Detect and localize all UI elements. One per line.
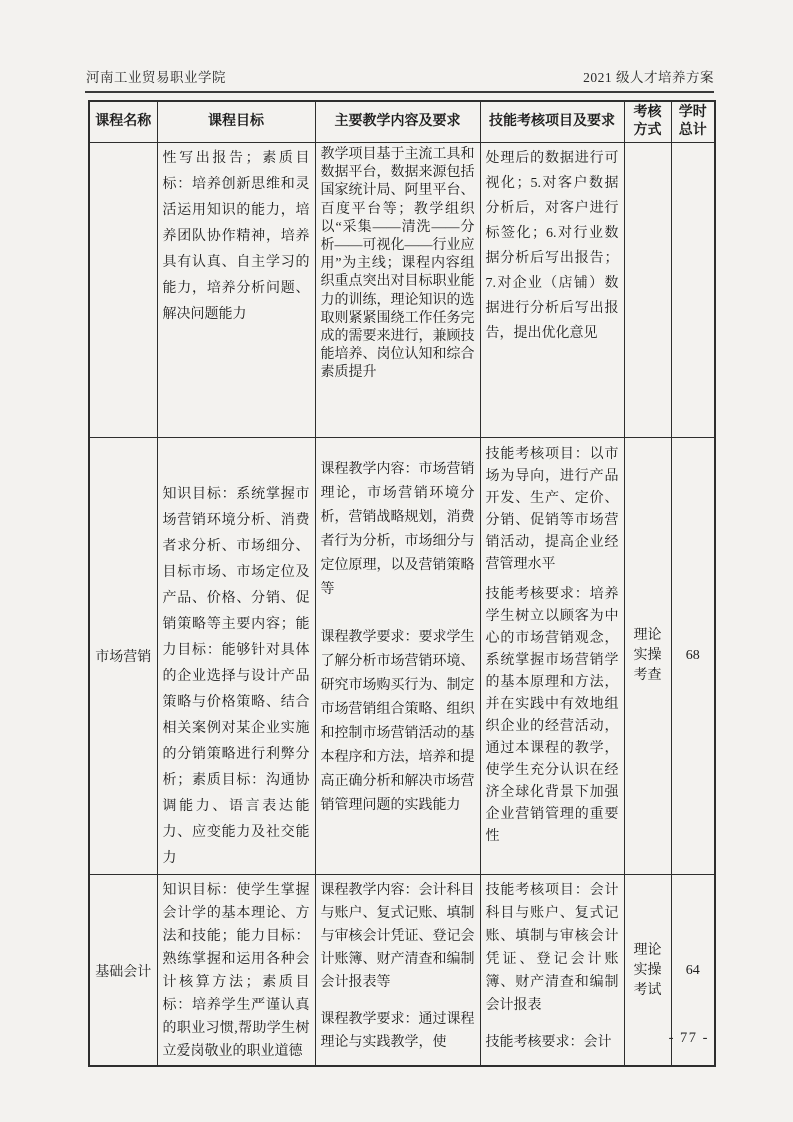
paragraph: 课程教学要求：要求学生了解分析市场营销环境、研究市场购买行为、制定市场营销组合策略、组织和控制市场营销活动的基本程序和方法，培养和提高正确分析和解决市场营销管理问题的实践能力 bbox=[320, 630, 475, 813]
table-row bbox=[89, 875, 715, 1067]
cell-course-name: 市场营销 bbox=[89, 438, 157, 875]
paragraph: 课程教学要求：通过课程理论与实践教学，使 bbox=[320, 1012, 475, 1050]
column-header-course-name: 课程名称 bbox=[89, 101, 157, 143]
column-header-method: 考核方式 bbox=[624, 101, 671, 143]
cell-method bbox=[624, 143, 671, 438]
cell-content bbox=[315, 438, 480, 875]
cell-hours: 64 bbox=[671, 875, 715, 1067]
cell-objectives bbox=[157, 143, 315, 438]
school-name: 河南工业贸易职业学院 bbox=[86, 70, 226, 85]
page-number: - 77 - bbox=[668, 1030, 709, 1046]
cell-course-name bbox=[89, 143, 157, 438]
paragraph: 课程教学内容：市场营销理论，市场营销环境分析，营销战略规划，消费者行为分析，市场细分与定位原理，以及营销策略等 bbox=[320, 462, 475, 597]
cell-hours bbox=[671, 143, 715, 438]
cell-assessment bbox=[480, 875, 624, 1067]
cell-content bbox=[315, 143, 480, 438]
cell-objectives bbox=[157, 438, 315, 875]
column-header-hours: 学时总计 bbox=[671, 101, 715, 143]
paragraph: 处理后的数据进行可视化；5.对客户数据分析后，对客户进行标签化；6.对行业数据分析后写出报告；7.对企业（店铺）数据进行分析后写出报告，提出优化意见 bbox=[485, 151, 619, 341]
cell-course-name: 基础会计 bbox=[89, 875, 157, 1067]
column-header-assessment: 技能考核项目及要求 bbox=[480, 101, 624, 143]
table-row bbox=[89, 143, 715, 438]
paragraph: 教学项目基于主流工具和数据平台，数据来源包括国家统计局、阿里平台、百度平台等；教学组织以“采集——清洗——分析——可视化——行业应用”为主线；课程内容组织重点突出对目标职业能力的训练，理论知识的选取则紧紧围绕工作任务完成的需要来进行，兼顾技能培养、岗位认知和综合素质提升 bbox=[320, 147, 475, 381]
paragraph: 知识目标：使学生掌握会计学的基本理论、方法和技能；能力目标：熟练掌握和运用各种会计核算方法；素质目标：培养学生严谨认真的职业习惯,帮助学生树立爱岗敬业的职业道德 bbox=[162, 883, 310, 1059]
running-head bbox=[86, 66, 714, 86]
paragraph: 技能考核要求：培养学生树立以顾客为中心的市场营销观念，系统掌握市场营销学的基本原理和方法，并在实践中有效地组织企业的经营活动，通过本课程的教学，使学生充分认识在经济全球化背景下加强企业营销管理的重要性 bbox=[485, 587, 619, 844]
paragraph: 知识目标：系统掌握市场营销环境分析、消费者求分析、市场细分、目标市场、市场定位及产品、价格、分销、促销策略等主要内容；能力目标：能够针对具体的企业选择与设计产品策略与价格策略、结合相关案例对某企业实施的分销策略进行利弊分析；素质目标：沟通协调能力、语言表达能力、应变能力及社交能力 bbox=[162, 487, 310, 866]
paragraph: 技能考核要求：会计 bbox=[485, 1035, 612, 1050]
cell-assessment bbox=[480, 438, 624, 875]
paragraph: 技能考核项目：会计科目与账户、复式记账、填制与审核会计凭证、登记会计账簿、财产清查和编制会计报表 bbox=[485, 883, 619, 1013]
column-header-content: 主要教学内容及要求 bbox=[315, 101, 480, 143]
cell-hours: 68 bbox=[671, 438, 715, 875]
header-rule bbox=[85, 91, 714, 93]
course-table bbox=[88, 100, 716, 1067]
cell-objectives bbox=[157, 875, 315, 1067]
cell-assessment bbox=[480, 143, 624, 438]
paragraph: 技能考核项目：以市场为导向，进行产品开发、生产、定价、分销、促销等市场营销活动，提高企业经营管理水平 bbox=[485, 447, 619, 572]
cell-method: 理论实操考查 bbox=[624, 438, 671, 875]
cell-content bbox=[315, 875, 480, 1067]
table-header-row bbox=[89, 101, 715, 143]
cell-method: 理论实操考试 bbox=[624, 875, 671, 1067]
table-row bbox=[89, 438, 715, 875]
plan-title: 2021 级人才培养方案 bbox=[583, 70, 714, 85]
paragraph: 课程教学内容：会计科目与账户、复式记账、填制与审核会计凭证、登记会计账簿、财产清查和编制会计报表等 bbox=[320, 883, 475, 990]
column-header-objectives: 课程目标 bbox=[157, 101, 315, 143]
paragraph: 性写出报告；素质目标：培养创新思维和灵活运用知识的能力，培养团队协作精神，培养具有认真、自主学习的能力，培养分析问题、解决问题能力 bbox=[162, 151, 310, 322]
